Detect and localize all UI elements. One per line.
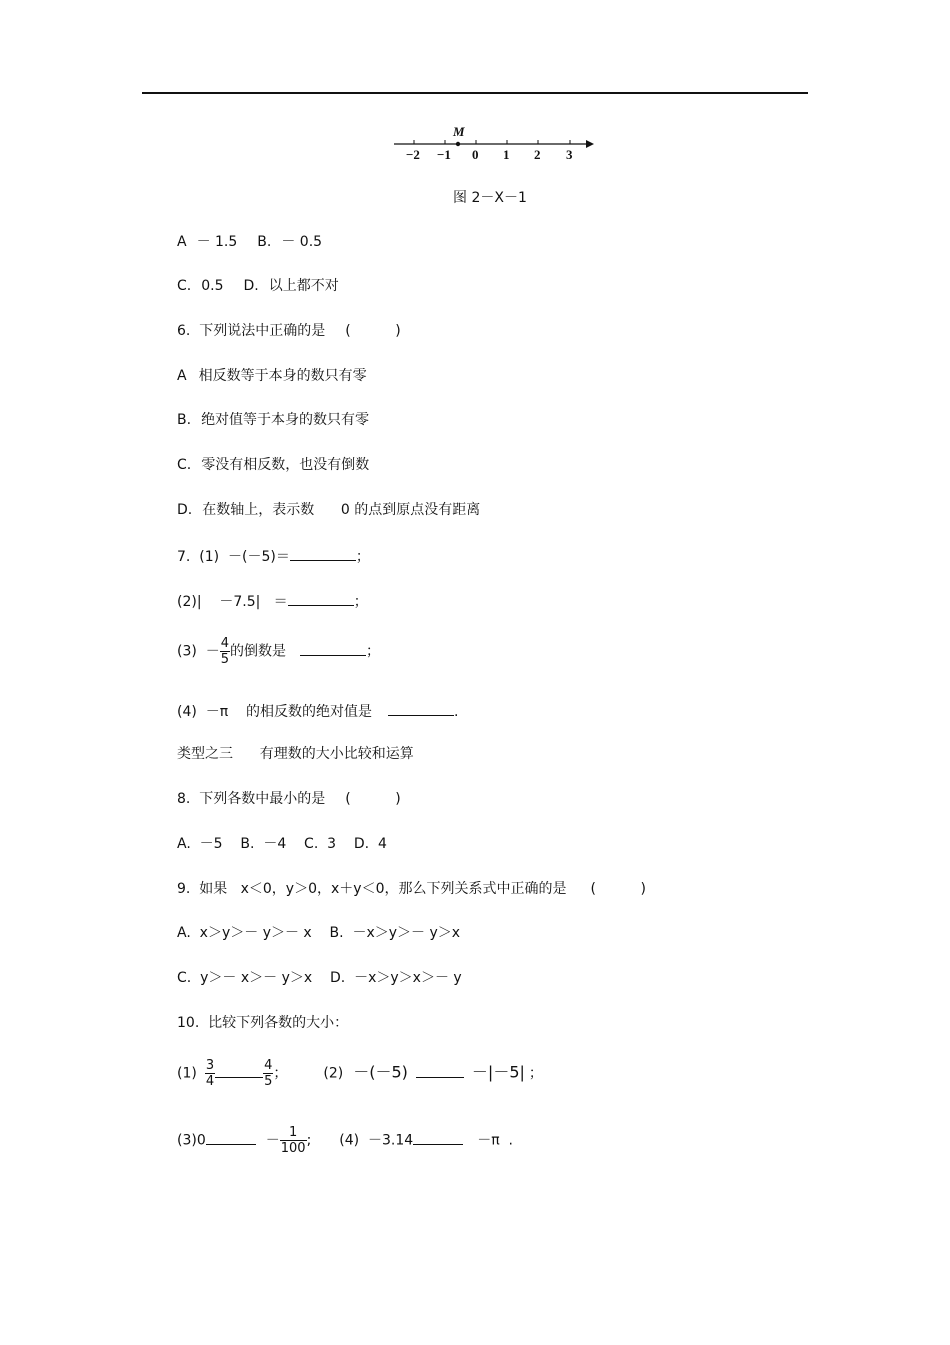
question-7-part-1 [177,546,370,566]
answer-blank[interactable] [300,641,366,656]
punctuation: . [453,704,459,720]
option-text: 相反数等于本身的数只有零 [198,368,367,384]
q6-option-a [177,367,367,385]
question-8-stem [177,790,401,808]
fraction [280,1125,307,1156]
numerator: 4 [264,1058,273,1073]
part-label: (2) [323,1065,344,1082]
option-text: 在数轴上，表示数 0 的点到原点没有距离 [202,502,481,518]
question-text: 8. 下列各数中最小的是 [177,791,326,807]
tick-label: 3 [566,147,573,162]
option-label: B. [177,412,192,428]
part-label: (1) [177,1065,197,1082]
denominator: 4 [205,1074,215,1089]
answer-blank[interactable] [416,1063,464,1078]
question-6-stem [177,322,401,340]
tick-label: 1 [503,147,510,162]
option-text: － 0.5 [281,234,323,250]
option-label: B. [257,234,272,250]
denominator: 5 [264,1074,273,1089]
punctuation: ； [273,1065,288,1082]
answer-parentheses: ( ) [345,323,401,339]
answer-blank[interactable] [388,701,454,716]
question-text: (3) － [177,643,220,660]
q9-options-line2: C. y＞－ x＞－ y＞x D. －x＞y＞x＞－ y [177,970,462,986]
question-text: (4) －π 的相反数的绝对值是 [177,704,372,720]
option-label: A [177,234,187,250]
tick-label: 2 [534,147,541,162]
question-10-stem: 10. 比较下列各数的大小： [177,1015,349,1031]
q5-options-line1 [177,233,322,251]
punctuation: ； [366,643,381,660]
answer-blank[interactable] [215,1063,263,1078]
punctuation: ； [355,549,370,565]
axis-arrow-icon [586,140,594,148]
option-text: 以上都不对 [268,278,339,294]
answer-blank[interactable] [288,591,354,606]
question-text: (2)| －7.5| ＝ [177,594,288,610]
denominator: 5 [220,652,230,667]
numerator: 1 [289,1125,298,1140]
option-text: 零没有相反数，也没有倒数 [201,457,370,473]
question-text: 的倒数是 [230,643,287,660]
punctuation: ； [353,594,368,610]
fraction [205,1058,215,1089]
option-text: － 1.5 [196,234,238,250]
question-10-row-1 [177,1058,543,1089]
header-rule [142,92,808,94]
question-9-stem [177,880,646,898]
answer-parentheses: ( ) [345,791,401,807]
question-text: 7. (1) －(－5)＝ [177,549,290,565]
question-10-row-2 [177,1125,513,1156]
numerator: 3 [205,1058,215,1073]
answer-blank[interactable] [290,546,356,561]
q8-options: A. －5 B. －4 C. 3 D. 4 [177,836,387,852]
question-text: 9. 如果 x＜0，y＞0，x＋y＜0，那么下列关系式中正确的是 [177,881,567,897]
q6-option-d [177,501,480,519]
numerator: 4 [220,636,230,651]
option-text: 0.5 [201,278,224,294]
q5-options-line2 [177,277,339,295]
figure-caption: 图 2－X－1 [453,190,527,206]
answer-blank[interactable] [206,1130,256,1145]
q9-options-line1: A. x＞y＞－ y＞－ x B. －x＞y＞－ y＞x [177,925,461,941]
tick-label: 0 [472,147,479,162]
tick-label: −2 [406,147,420,162]
part-label: (4) －3.14 [339,1132,414,1149]
punctuation: ; [306,1132,312,1149]
section-title: 类型之三 有理数的大小比较和运算 [177,746,414,762]
question-7-part-4 [177,701,458,721]
minus-sign: － [265,1132,280,1149]
tick-label: −1 [437,147,451,162]
answer-parentheses: ( ) [590,881,646,897]
fraction [263,1058,273,1089]
answer-blank[interactable] [413,1130,463,1145]
option-label: C. [177,278,192,294]
number-line-ticks [414,140,570,144]
option-label: A [177,368,187,384]
number-line-figure [390,120,600,168]
punctuation: ； [528,1065,543,1082]
expression: －|－5| [471,1062,525,1082]
option-label: D. [177,502,193,518]
point-m-label: M [453,124,465,139]
expression: －π . [477,1132,513,1149]
q6-option-c [177,456,369,474]
point-m [456,142,460,146]
part-label: (3)0 [177,1132,206,1149]
question-text: 6. 下列说法中正确的是 [177,323,326,339]
question-7-part-3 [177,636,380,667]
denominator: 100 [280,1141,306,1156]
fraction [220,636,230,667]
option-text: 绝对值等于本身的数只有零 [201,412,370,428]
expression: －(－5) [353,1062,408,1082]
option-label: C. [177,457,192,473]
question-7-part-2 [177,591,368,611]
q6-option-b [177,411,369,429]
option-label: D. [243,278,259,294]
